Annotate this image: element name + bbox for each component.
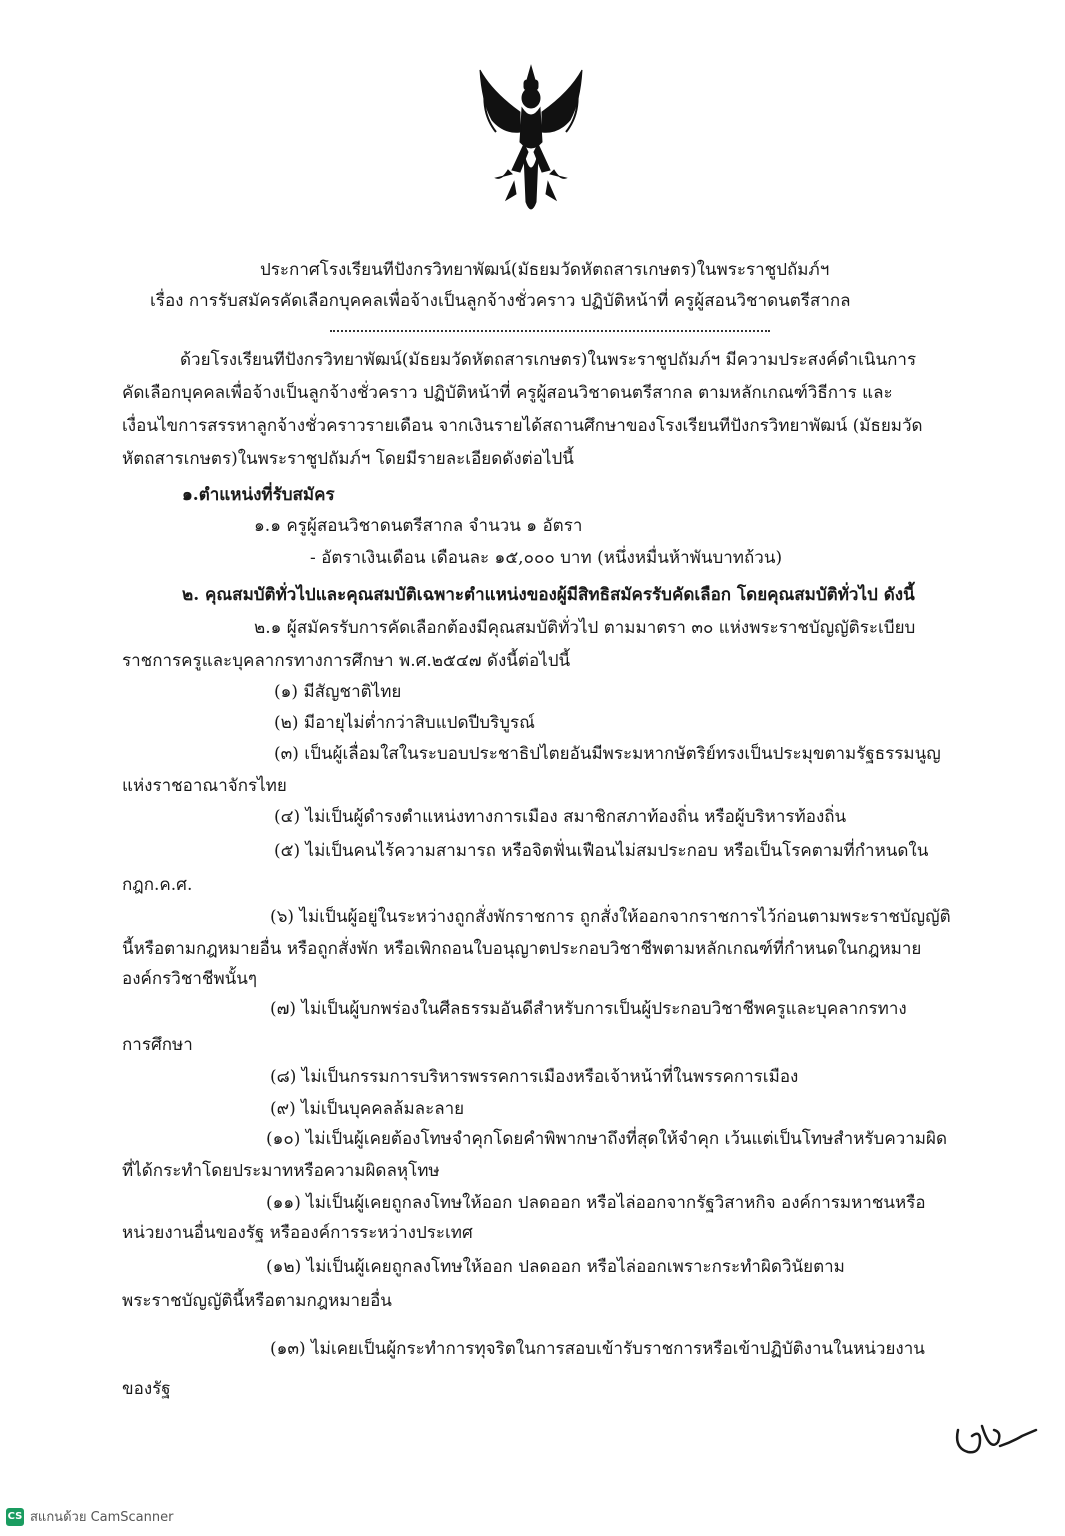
qualification-6-cont1: นี้หรือตามกฎหมายอื่น หรือถูกสั่งพัก หรือเพิกถอนใบอนุญาตประกอบวิชาชีพตามหลักเกณฑ์ที่กำหนดในกฎหมาย <box>122 939 922 959</box>
signature-mark <box>950 1412 1040 1462</box>
section1-title: ๑.ตำแหน่งที่รับสมัคร <box>182 485 335 505</box>
qualification-12: (๑๒) ไม่เป็นผู้เคยถูกลงโทษให้ออก ปลดออก หรือไล่ออกเพราะกระทำผิดวินัยตาม <box>266 1257 845 1277</box>
heading-line1: ประกาศโรงเรียนทีปังกรวิทยาพัฒน์(มัธยมวัดหัตถสารเกษตร)ในพระราชูปถัมภ์ฯ <box>260 260 830 280</box>
section2-sub1-line1: ๒.๑ ผู้สมัครรับการคัดเลือกต้องมีคุณสมบัติทั่วไป ตามมาตรา ๓๐ แห่งพระราชบัญญัติระเบียบ <box>254 618 916 638</box>
section2-sub1-line2: ราชการครูและบุคลากรทางการศึกษา พ.ศ.๒๕๔๗ ดังนี้ต่อไปนี้ <box>122 651 571 671</box>
section1-salary: - อัตราเงินเดือน เดือนละ ๑๕,๐๐๐ บาท (หนึ่งหมื่นห้าพันบาทถ้วน) <box>310 548 783 568</box>
qualification-13-cont: ของรัฐ <box>122 1379 171 1399</box>
qualification-7: (๗) ไม่เป็นผู้บกพร่องในศีลธรรมอันดีสำหรับการเป็นผู้ประกอบวิชาชีพครูและบุคลากรทาง <box>270 999 907 1019</box>
qualification-10: (๑๐) ไม่เป็นผู้เคยต้องโทษจำคุกโดยคำพิพากษาถึงที่สุดให้จำคุก เว้นแต่เป็นโทษสำหรับความผิด <box>266 1129 947 1149</box>
qualification-9: (๙) ไม่เป็นบุคคลล้มละลาย <box>270 1099 465 1119</box>
garuda-emblem-icon <box>472 62 590 218</box>
qualification-3-cont: แห่งราชอาณาจักรไทย <box>122 776 287 796</box>
qualification-1: (๑) มีสัญชาติไทย <box>274 682 402 702</box>
qualification-6-cont2: องค์กรวิชาชีพนั้นๆ <box>122 969 258 989</box>
camscanner-text: สแกนด้วย CamScanner <box>30 1510 174 1525</box>
section1-item: ๑.๑ ครูผู้สอนวิชาดนตรีสากล จำนวน ๑ อัตรา <box>254 516 583 536</box>
qualification-2: (๒) มีอายุไม่ต่ำกว่าสิบแปดปีบริบูรณ์ <box>274 713 535 733</box>
qualification-10-cont: ที่ได้กระทำโดยประมาทหรือความผิดลหุโทษ <box>122 1161 440 1181</box>
qualification-3: (๓) เป็นผู้เลื่อมใสในระบอบประชาธิปไตยอันมีพระมหากษัตริย์ทรงเป็นประมุขตามรัฐธรรมนูญ <box>274 744 941 764</box>
section2-title: ๒. คุณสมบัติทั่วไปและคุณสมบัติเฉพาะตำแหน่งของผู้มีสิทธิสมัครรับคัดเลือก โดยคุณสมบัติทั่วไป ดังนี้ <box>182 585 915 605</box>
camscanner-logo: CS <box>6 1508 24 1526</box>
heading-subject: เรื่อง การรับสมัครคัดเลือกบุคคลเพื่อจ้างเป็นลูกจ้างชั่วคราว ปฏิบัติหน้าที่ ครูผู้สอนวิชาดนตรีสากล <box>150 291 851 311</box>
qualification-8: (๘) ไม่เป็นกรรมการบริหารพรรคการเมืองหรือเจ้าหน้าที่ในพรรคการเมือง <box>270 1067 799 1087</box>
intro-line-1: ด้วยโรงเรียนทีปังกรวิทยาพัฒน์(มัธยมวัดหัตถสารเกษตร)ในพระราชูปถัมภ์ฯ มีความประสงค์ดำเนินการ <box>180 350 917 370</box>
qualification-7-cont: การศึกษา <box>122 1035 193 1055</box>
qualification-11-cont: หน่วยงานอื่นของรัฐ หรือองค์การระหว่างประเทศ <box>122 1223 473 1243</box>
intro-line-3: เงื่อนไขการสรรหาลูกจ้างชั่วคราวรายเดือน จากเงินรายได้สถานศึกษาของโรงเรียนทีปังกรวิทยาพัฒน์ (มัธยมวัด <box>122 416 923 436</box>
intro-line-4: หัตถสารเกษตร)ในพระราชูปถัมภ์ฯ โดยมีรายละเอียดดังต่อไปนี้ <box>122 449 574 469</box>
qualification-4: (๔) ไม่เป็นผู้ดำรงตำแหน่งทางการเมือง สมาชิกสภาท้องถิ่น หรือผู้บริหารท้องถิ่น <box>274 807 847 827</box>
qualification-13: (๑๓) ไม่เคยเป็นผู้กระทำการทุจริตในการสอบเข้ารับราชการหรือเข้าปฏิบัติงานในหน่วยงาน <box>270 1339 925 1359</box>
camscanner-footer <box>6 1506 173 1527</box>
qualification-11: (๑๑) ไม่เป็นผู้เคยถูกลงโทษให้ออก ปลดออก หรือไล่ออกจากรัฐวิสาหกิจ องค์การมหาชนหรือ <box>266 1193 926 1213</box>
qualification-12-cont: พระราชบัญญัตินี้หรือตามกฎหมายอื่น <box>122 1291 392 1311</box>
qualification-5-cont: กฎก.ค.ศ. <box>122 875 193 895</box>
qualification-6: (๖) ไม่เป็นผู้อยู่ในระหว่างถูกสั่งพักราชการ ถูกสั่งให้ออกจากราชการไว้ก่อนตามพระราชบัญญัติ <box>270 907 951 927</box>
intro-line-2: คัดเลือกบุคคลเพื่อจ้างเป็นลูกจ้างชั่วคราว ปฏิบัติหน้าที่ ครูผู้สอนวิชาดนตรีสากล ตามหลักเกณฑ์วิธีการ และ <box>122 383 893 403</box>
divider <box>330 330 770 332</box>
qualification-5: (๕) ไม่เป็นคนไร้ความสามารถ หรือจิตฟั่นเฟือนไม่สมประกอบ หรือเป็นโรคตามที่กำหนดใน <box>274 841 929 861</box>
